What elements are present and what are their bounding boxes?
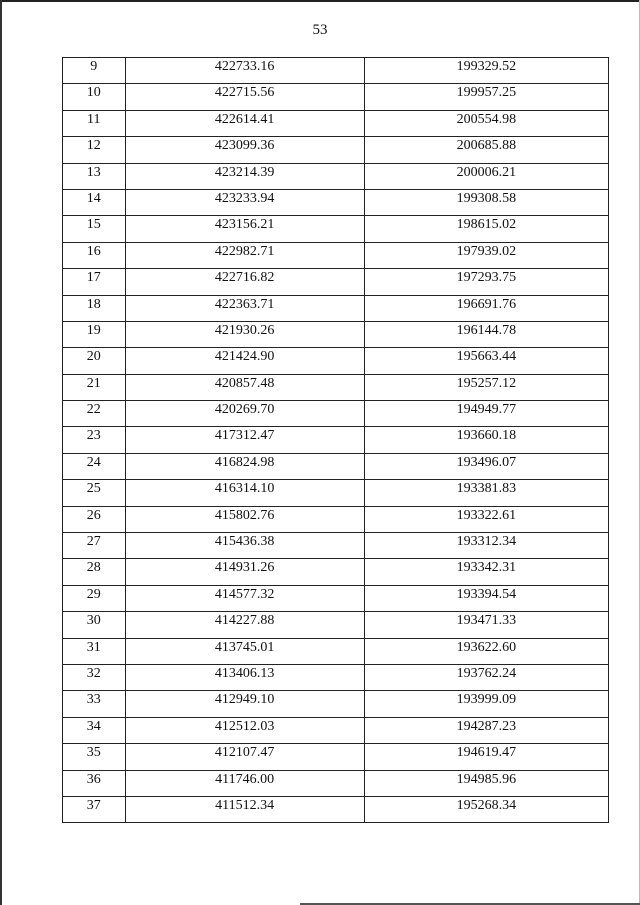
x-coordinate-cell: 414577.32 bbox=[125, 585, 364, 611]
point-number-cell: 11 bbox=[63, 110, 126, 136]
x-coordinate-cell: 421424.90 bbox=[125, 348, 364, 374]
y-coordinate-cell: 195257.12 bbox=[364, 374, 608, 400]
x-coordinate-cell: 413745.01 bbox=[125, 638, 364, 664]
point-number-cell: 29 bbox=[63, 585, 126, 611]
x-coordinate-cell: 411746.00 bbox=[125, 770, 364, 796]
table-row bbox=[63, 374, 609, 400]
x-coordinate-cell: 415436.38 bbox=[125, 533, 364, 559]
y-coordinate-cell: 193660.18 bbox=[364, 427, 608, 453]
table-row bbox=[63, 110, 609, 136]
x-coordinate-cell: 414931.26 bbox=[125, 559, 364, 585]
table-row bbox=[63, 137, 609, 163]
point-number-cell: 33 bbox=[63, 691, 126, 717]
x-coordinate-cell: 423214.39 bbox=[125, 163, 364, 189]
y-coordinate-cell: 193381.83 bbox=[364, 480, 608, 506]
table-row bbox=[63, 559, 609, 585]
y-coordinate-cell: 193312.34 bbox=[364, 533, 608, 559]
y-coordinate-cell: 195663.44 bbox=[364, 348, 608, 374]
x-coordinate-cell: 411512.34 bbox=[125, 796, 364, 822]
point-number-cell: 9 bbox=[63, 58, 126, 84]
y-coordinate-cell: 196144.78 bbox=[364, 321, 608, 347]
point-number-cell: 23 bbox=[63, 427, 126, 453]
y-coordinate-cell: 199957.25 bbox=[364, 84, 608, 110]
x-coordinate-cell: 423099.36 bbox=[125, 137, 364, 163]
table-row bbox=[63, 638, 609, 664]
table-row bbox=[63, 770, 609, 796]
point-number-cell: 31 bbox=[63, 638, 126, 664]
x-coordinate-cell: 412512.03 bbox=[125, 717, 364, 743]
y-coordinate-cell: 199329.52 bbox=[364, 58, 608, 84]
y-coordinate-cell: 200554.98 bbox=[364, 110, 608, 136]
x-coordinate-cell: 417312.47 bbox=[125, 427, 364, 453]
x-coordinate-cell: 422614.41 bbox=[125, 110, 364, 136]
table-row bbox=[63, 453, 609, 479]
point-number-cell: 19 bbox=[63, 321, 126, 347]
point-number-cell: 25 bbox=[63, 480, 126, 506]
point-number-cell: 14 bbox=[63, 189, 126, 215]
point-number-cell: 34 bbox=[63, 717, 126, 743]
point-number-cell: 10 bbox=[63, 84, 126, 110]
table-row bbox=[63, 216, 609, 242]
point-number-cell: 13 bbox=[63, 163, 126, 189]
point-number-cell: 36 bbox=[63, 770, 126, 796]
point-number-cell: 24 bbox=[63, 453, 126, 479]
x-coordinate-cell: 420269.70 bbox=[125, 401, 364, 427]
x-coordinate-cell: 412949.10 bbox=[125, 691, 364, 717]
point-number-cell: 27 bbox=[63, 533, 126, 559]
y-coordinate-cell: 198615.02 bbox=[364, 216, 608, 242]
table-row bbox=[63, 58, 609, 84]
point-number-cell: 17 bbox=[63, 269, 126, 295]
table-row bbox=[63, 664, 609, 690]
y-coordinate-cell: 199308.58 bbox=[364, 189, 608, 215]
table-row bbox=[63, 348, 609, 374]
point-number-cell: 21 bbox=[63, 374, 126, 400]
y-coordinate-cell: 193762.24 bbox=[364, 664, 608, 690]
point-number-cell: 16 bbox=[63, 242, 126, 268]
table-row bbox=[63, 242, 609, 268]
point-number-cell: 15 bbox=[63, 216, 126, 242]
table-row bbox=[63, 533, 609, 559]
point-number-cell: 37 bbox=[63, 796, 126, 822]
table-row bbox=[63, 295, 609, 321]
y-coordinate-cell: 200685.88 bbox=[364, 137, 608, 163]
y-coordinate-cell: 194985.96 bbox=[364, 770, 608, 796]
table-row bbox=[63, 401, 609, 427]
coordinates-table-body bbox=[63, 58, 609, 823]
y-coordinate-cell: 193999.09 bbox=[364, 691, 608, 717]
table-row bbox=[63, 163, 609, 189]
table-row bbox=[63, 796, 609, 822]
x-coordinate-cell: 422716.82 bbox=[125, 269, 364, 295]
coordinates-table bbox=[62, 57, 609, 823]
y-coordinate-cell: 193394.54 bbox=[364, 585, 608, 611]
x-coordinate-cell: 423156.21 bbox=[125, 216, 364, 242]
x-coordinate-cell: 421930.26 bbox=[125, 321, 364, 347]
y-coordinate-cell: 196691.76 bbox=[364, 295, 608, 321]
table-row bbox=[63, 691, 609, 717]
y-coordinate-cell: 193496.07 bbox=[364, 453, 608, 479]
table-row bbox=[63, 84, 609, 110]
y-coordinate-cell: 195268.34 bbox=[364, 796, 608, 822]
x-coordinate-cell: 416824.98 bbox=[125, 453, 364, 479]
x-coordinate-cell: 423233.94 bbox=[125, 189, 364, 215]
page-number: 53 bbox=[312, 22, 328, 38]
x-coordinate-cell: 414227.88 bbox=[125, 612, 364, 638]
point-number-cell: 26 bbox=[63, 506, 126, 532]
table-row bbox=[63, 744, 609, 770]
y-coordinate-cell: 194949.77 bbox=[364, 401, 608, 427]
table-row bbox=[63, 427, 609, 453]
scan-border-left bbox=[0, 0, 2, 905]
point-number-cell: 18 bbox=[63, 295, 126, 321]
point-number-cell: 35 bbox=[63, 744, 126, 770]
table-row bbox=[63, 717, 609, 743]
x-coordinate-cell: 415802.76 bbox=[125, 506, 364, 532]
x-coordinate-cell: 422363.71 bbox=[125, 295, 364, 321]
point-number-cell: 20 bbox=[63, 348, 126, 374]
x-coordinate-cell: 412107.47 bbox=[125, 744, 364, 770]
table-row bbox=[63, 269, 609, 295]
point-number-cell: 22 bbox=[63, 401, 126, 427]
y-coordinate-cell: 197293.75 bbox=[364, 269, 608, 295]
point-number-cell: 32 bbox=[63, 664, 126, 690]
scan-border-top bbox=[0, 0, 640, 2]
x-coordinate-cell: 413406.13 bbox=[125, 664, 364, 690]
x-coordinate-cell: 422733.16 bbox=[125, 58, 364, 84]
table-row bbox=[63, 480, 609, 506]
table-row bbox=[63, 189, 609, 215]
table-row bbox=[63, 321, 609, 347]
x-coordinate-cell: 422715.56 bbox=[125, 84, 364, 110]
x-coordinate-cell: 422982.71 bbox=[125, 242, 364, 268]
x-coordinate-cell: 416314.10 bbox=[125, 480, 364, 506]
point-number-cell: 12 bbox=[63, 137, 126, 163]
y-coordinate-cell: 193471.33 bbox=[364, 612, 608, 638]
y-coordinate-cell: 194287.23 bbox=[364, 717, 608, 743]
y-coordinate-cell: 197939.02 bbox=[364, 242, 608, 268]
table-row bbox=[63, 612, 609, 638]
y-coordinate-cell: 193622.60 bbox=[364, 638, 608, 664]
y-coordinate-cell: 193342.31 bbox=[364, 559, 608, 585]
table-row bbox=[63, 585, 609, 611]
y-coordinate-cell: 194619.47 bbox=[364, 744, 608, 770]
point-number-cell: 28 bbox=[63, 559, 126, 585]
y-coordinate-cell: 193322.61 bbox=[364, 506, 608, 532]
table-row bbox=[63, 506, 609, 532]
point-number-cell: 30 bbox=[63, 612, 126, 638]
x-coordinate-cell: 420857.48 bbox=[125, 374, 364, 400]
y-coordinate-cell: 200006.21 bbox=[364, 163, 608, 189]
